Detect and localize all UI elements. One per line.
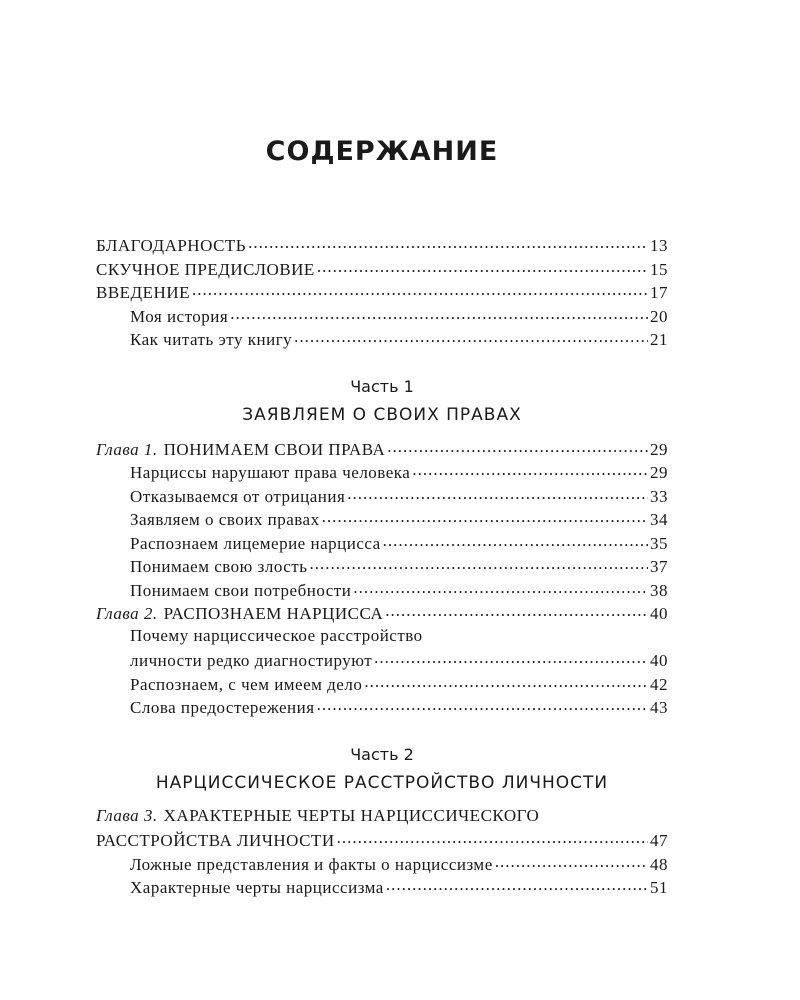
toc-entry-text: Распознаем, с чем имеем дело — [130, 674, 363, 694]
toc-subentry[interactable] — [96, 673, 668, 697]
toc-subentry[interactable] — [96, 328, 668, 352]
toc-entry-text: ПОНИМАЕМ СВОИ ПРАВА — [163, 439, 386, 459]
toc-entry-text: Слова предостережения — [130, 698, 315, 717]
leader-dots — [386, 876, 648, 893]
leader-dots — [294, 328, 648, 345]
toc-page-number: 33 — [650, 486, 668, 506]
toc-page-number: 40 — [650, 651, 668, 670]
toc-entry-text: Понимаем свои потребности — [130, 580, 352, 600]
toc-entry-text: Характерные черты нарциссизма — [130, 878, 384, 897]
toc-subentry[interactable] — [96, 508, 668, 532]
leader-dots — [347, 485, 648, 502]
part-number: Часть 2 — [350, 744, 414, 764]
leader-dots — [337, 829, 648, 846]
leader-dots — [364, 673, 648, 690]
toc-page-number: 29 — [650, 439, 668, 459]
toc-page-number: 48 — [650, 854, 668, 874]
page-title: СОДЕРЖАНИЕ — [265, 136, 499, 167]
toc-page-number: 38 — [650, 580, 668, 600]
toc-entry-text: ВВЕДЕНИЕ — [96, 283, 190, 302]
toc-page-number: 42 — [650, 674, 668, 694]
toc-entry[interactable] — [96, 281, 668, 305]
leader-dots — [317, 258, 648, 275]
toc-entry-text: Ложные представления и факты о нарциссизме — [130, 854, 493, 874]
leader-dots — [317, 696, 648, 713]
leader-dots — [374, 649, 648, 666]
part-number: Часть 1 — [350, 376, 414, 396]
toc-page-number: 47 — [650, 831, 668, 850]
toc-subentry[interactable] — [96, 579, 668, 603]
toc-entry-text: Как читать эту книгу — [130, 330, 293, 349]
toc-chapter-line[interactable] — [96, 806, 668, 830]
toc-page-number: 35 — [650, 533, 668, 553]
leader-dots — [230, 305, 648, 322]
toc-subentry[interactable] — [96, 461, 668, 485]
toc-entry-text: РАСПОЗНАЕМ НАРЦИССА — [163, 604, 384, 623]
toc-entry-text: личности редко диагностируют — [130, 651, 373, 670]
toc-page-number: 13 — [650, 236, 668, 255]
leader-dots — [248, 234, 648, 251]
toc-entry-text: Отказываемся от отрицания — [130, 486, 346, 506]
chapter-label: Глава 3. — [96, 805, 158, 825]
toc-entry-text: Заявляем о своих правах — [130, 510, 320, 529]
toc-entry[interactable] — [96, 234, 668, 258]
leader-dots — [412, 461, 648, 478]
toc-entry-text: ХАРАКТЕРНЫЕ ЧЕРТЫ НАРЦИССИЧЕСКОГО — [163, 805, 540, 825]
toc-entry-text: Понимаем свою злость — [130, 557, 308, 576]
leader-dots — [383, 532, 648, 549]
toc-subentry[interactable] — [96, 485, 668, 509]
leader-dots — [309, 555, 648, 572]
toc-page-number: 29 — [650, 463, 668, 482]
toc-page-number: 21 — [650, 330, 668, 349]
toc-entry-text: Нарциссы нарушают права человека — [130, 463, 411, 482]
leader-dots — [322, 508, 648, 525]
toc-entry-text: РАССТРОЙСТВА ЛИЧНОСТИ — [96, 831, 335, 850]
toc-subentry[interactable] — [96, 532, 668, 556]
chapter-label: Глава 2. — [96, 604, 158, 623]
toc-page-number: 34 — [650, 510, 668, 529]
toc-chapter-entry[interactable] — [96, 438, 668, 462]
toc-entry-text: БЛАГОДАРНОСТЬ — [96, 236, 247, 255]
toc-subentry[interactable] — [96, 555, 668, 579]
leader-dots — [495, 853, 648, 870]
toc-entry-text: Моя история — [130, 306, 229, 326]
toc-chapter-entry[interactable] — [96, 829, 668, 853]
part-heading — [96, 374, 668, 430]
toc-subentry[interactable] — [96, 696, 668, 720]
leader-dots — [387, 438, 648, 455]
leader-dots — [192, 281, 648, 298]
toc-entry-text: СКУЧНОЕ ПРЕДИСЛОВИЕ — [96, 259, 315, 279]
toc-subentry[interactable] — [96, 649, 668, 673]
toc-subentry-line[interactable] — [96, 626, 668, 650]
toc-page-number: 51 — [650, 878, 668, 897]
toc-entry-text: Почему нарциссическое расстройство — [130, 625, 423, 645]
toc-page-number: 17 — [650, 283, 668, 302]
toc-subentry[interactable] — [96, 305, 668, 329]
toc-page-number: 20 — [650, 306, 668, 326]
toc-entry[interactable] — [96, 258, 668, 282]
toc-subentry[interactable] — [96, 876, 668, 900]
toc-entry-text: Распознаем лицемерие нарцисса — [130, 533, 381, 553]
part-title: ЗАЯВЛЯЕМ О СВОИХ ПРАВАХ — [242, 404, 522, 425]
chapter-label: Глава 1. — [96, 439, 158, 459]
toc-page-number: 37 — [650, 557, 668, 576]
part-heading — [96, 742, 668, 798]
toc-page-number: 43 — [650, 698, 668, 717]
table-of-contents — [96, 234, 668, 900]
leader-dots — [385, 602, 648, 619]
part-title: НАРЦИССИЧЕСКОЕ РАССТРОЙСТВО ЛИЧНОСТИ — [155, 772, 609, 793]
toc-subentry[interactable] — [96, 853, 668, 877]
toc-chapter-entry[interactable] — [96, 602, 668, 626]
toc-page-number: 40 — [650, 604, 668, 623]
leader-dots — [353, 579, 648, 596]
toc-page-number: 15 — [650, 259, 668, 279]
